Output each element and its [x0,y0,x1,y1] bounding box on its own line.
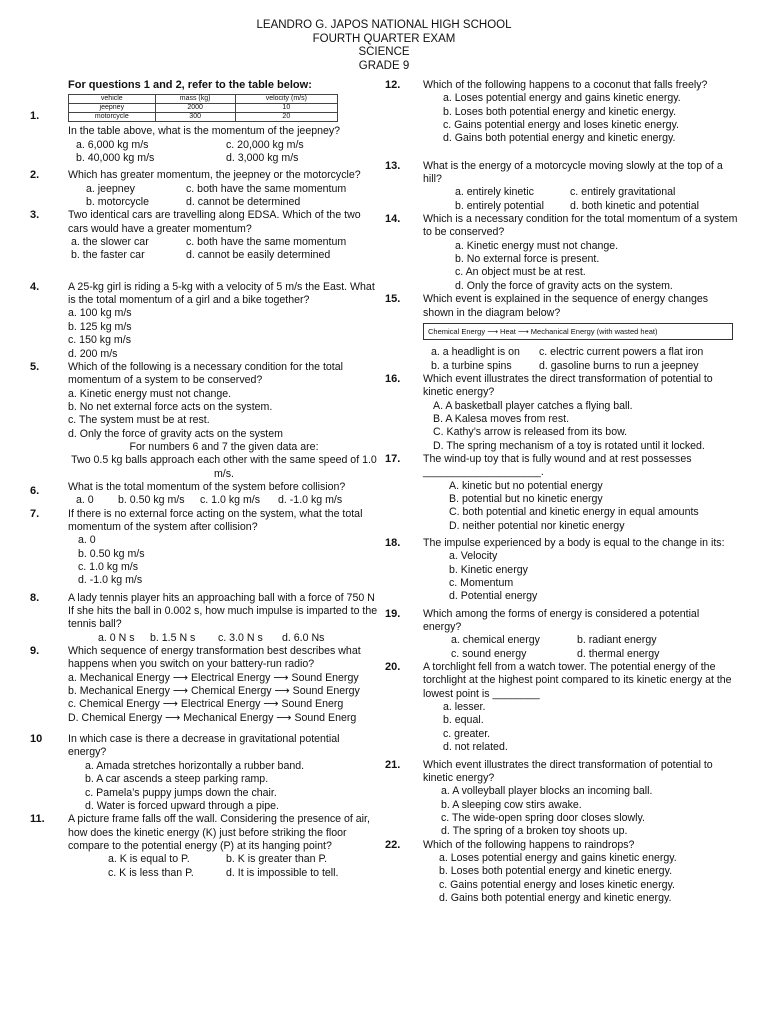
option-b: b. 0.50 kg m/s [78,547,145,560]
option-b: b. entirely potential [455,199,544,212]
question-11 [30,813,380,880]
option-d: d. -1.0 kg m/s [278,494,343,507]
question-stem: Which is a necessary condition for the total momentum of a system to be conserved? [423,213,738,239]
option-a: a. Amada stretches horizontally a rubber band. [85,759,305,772]
option-d: d. 6.0 Ns [282,631,325,644]
option-b: b. No external force is present. [455,253,600,266]
option-b: b. the faster car [71,249,145,262]
option-b: b. a turbine spins [431,359,512,372]
school-name: LEANDRO G. JAPOS NATIONAL HIGH SCHOOL [256,19,512,31]
option-c: c. 3.0 N s [218,631,263,644]
option-b: b. motorcycle [86,196,149,209]
question-number: 10 [30,733,43,746]
option-a: a. 0 [76,494,94,507]
option-d: d. -1.0 kg m/s [78,574,143,587]
option-d: d. Only the force of gravity acts on the system. [455,279,673,292]
option-a: a. 0 N s [98,631,135,644]
option-a: a. a headlight is on [431,346,520,359]
exam-header [0,19,768,73]
question-stem: Which of the following happens to a coconut that falls freely? [423,79,708,91]
given-text: Two 0.5 kg balls approach each other with the same speed of 1.0 m/s. [71,454,377,480]
option-c: c. Gains potential energy and loses kinetic energy. [439,878,675,891]
question-stem: If there is no external force acting on the system, what the total momentum of the system after collision? [68,507,363,533]
option-d: d. cannot be determined [186,196,301,209]
table-intro: For questions 1 and 2, refer to the table below: [68,79,312,91]
question-number: 12. [385,79,401,91]
question-5 [30,361,380,441]
table-row [69,113,338,122]
option-a: a. A volleyball player blocks an incoming ball. [441,785,653,798]
option-d: d. Water is forced upward through a pipe. [85,799,279,812]
option-d: d. thermal energy [577,647,660,660]
option-a: a. lesser. [443,701,486,714]
option-d: D. neither potential nor kinetic energy [449,519,625,532]
option-a: a. Velocity [449,550,498,563]
option-d: d. gasoline burns to run a jeepney [539,359,699,372]
option-c: c. 1.0 kg m/s [200,494,261,507]
option-b: b. Kinetic energy [449,563,528,576]
question-number: 13. [385,159,401,172]
question-number: 7. [30,507,40,520]
energy-diagram: Chemical Energy ⟶ Heat ⟶ Mechanical Energy (with wasted heat) [423,323,733,340]
option-d: d. both kinetic and potential [570,199,699,212]
question-stem: A torchlight fell from a watch tower. The potential energy of the torchlight at the highest point compared to its kinetic energy at the lowest point is ________ [423,661,732,700]
question-16 [385,373,740,453]
table-cell: 10 [235,104,337,113]
option-b: b. 0.50 kg m/s [118,494,185,507]
option-b: B. potential but no kinetic energy [449,492,603,505]
option-b: b. Mechanical Energy ⟶ Chemical Energy ⟶ Sound Energy [68,685,360,698]
question-number: 4. [30,280,40,293]
option-c: c. An object must be at rest. [455,266,586,279]
question-1 [30,94,380,165]
table-cell: motorcycle [69,113,156,122]
table-header: mass (kg) [155,95,235,104]
question-number: 2. [30,169,40,182]
option-b: b. 1.5 N s [150,631,196,644]
vehicle-table [68,94,338,122]
question-10 [30,733,380,813]
option-d: D. The spring mechanism of a toy is rotated until it locked. [433,439,705,452]
option-a: a. 0 [78,534,96,547]
question-20 [385,661,740,754]
option-a: a. Mechanical Energy ⟶ Electrical Energy ⟶ Sound Energy [68,671,359,684]
question-number: 17. [385,452,401,465]
table-header-row [69,95,338,104]
question-number: 1. [30,110,40,123]
question-number: 9. [30,645,40,658]
question-stem: Which event illustrates the direct transformation of potential to kinetic energy? [423,758,713,784]
question-18 [385,537,740,604]
option-c: c. electric current powers a flat iron [539,346,704,359]
option-d: d. 3,000 kg m/s [226,152,299,165]
option-d: D. Chemical Energy ⟶ Mechanical Energy ⟶ Sound Energ [68,711,357,724]
question-21 [385,759,740,839]
question-stem: Which of the following is a necessary condition for the total momentum of a system to be conserved? [68,360,343,387]
table-cell: 20 [235,113,337,122]
question-6 [30,481,380,508]
question-8 [30,592,380,645]
option-a: a. entirely kinetic [455,186,534,199]
option-d: d. It is impossible to tell. [226,866,339,879]
option-a: a. Loses potential energy and gains kinetic energy. [443,92,681,105]
option-a: a. the slower car [71,236,149,249]
table-header: velocity (m/s) [235,95,337,104]
question-2 [30,169,380,209]
option-a: a. jeepney [86,182,135,195]
option-d: d. 200 m/s [68,347,118,360]
question-19 [385,608,740,661]
table-cell: 300 [155,113,235,122]
question-17 [385,453,740,533]
option-a: a. 6,000 kg m/s [76,138,149,151]
question-stem: The impulse experienced by a body is equal to the change in its: [423,537,725,549]
option-c: c. greater. [443,727,491,740]
table-cell: jeepney [69,104,156,113]
table-row [69,104,338,113]
question-number: 5. [30,360,40,373]
right-column [385,79,740,905]
option-b: b. A sleeping cow stirs awake. [441,798,582,811]
option-b: b. radiant energy [577,634,657,647]
question-stem: A lady tennis player hits an approaching ball with a force of 750 N If she hits the ball in 0.002 s, how much impulse is imparted to the tennis ball? [68,591,378,631]
question-number: 8. [30,591,40,604]
given-data [30,441,380,481]
question-stem: Which event is explained in the sequence of energy changes shown in the diagram below? [423,293,709,319]
question-stem: In the table above, what is the momentum of the jeepney? [68,125,341,138]
question-stem: Which among the forms of energy is considered a potential energy? [423,607,700,634]
option-c: c. 20,000 kg m/s [226,138,304,151]
grade: GRADE 9 [358,59,410,72]
question-number: 16. [385,372,401,385]
question-stem: Which has greater momentum, the jeepney or the motorcycle? [68,169,361,182]
option-c: c. sound energy [451,647,527,660]
option-c: c. Pamela’s puppy jumps down the chair. [85,786,277,799]
question-3 [30,209,380,262]
option-a: a. chemical energy [451,634,540,647]
left-column [30,79,380,880]
question-number: 15. [385,293,401,306]
option-c: c. Chemical Energy ⟶ Electrical Energy ⟶ Sound Energ [68,698,344,711]
option-c: c. The wide-open spring door closes slowly. [441,811,645,824]
option-b: b. K is greater than P. [226,853,328,866]
option-d: d. Gains both potential energy and kinetic energy. [443,132,676,145]
question-number: 21. [385,758,401,771]
option-b: b. 125 kg m/s [68,320,132,333]
question-number: 6. [30,484,40,497]
table-header: vehicle [69,95,156,104]
option-b: b. 40,000 kg m/s [76,152,155,165]
table-cell: 2000 [155,104,235,113]
question-stem: Which of the following happens to raindrops? [423,838,635,851]
option-a: a. 100 kg m/s [68,307,132,320]
option-b: B. A Kalesa moves from rest. [433,412,570,425]
option-d: d. The spring of a broken toy shoots up. [441,825,628,838]
question-number: 22. [385,838,401,851]
option-c: c. Momentum [449,577,514,590]
question-15 [385,293,740,373]
question-9 [30,645,380,725]
option-c: c. both have the same momentum [186,182,347,195]
option-a: a. Loses potential energy and gains kinetic energy. [439,851,677,864]
option-d: d. Potential energy [449,590,538,603]
option-c: c. Gains potential energy and loses kinetic energy. [443,119,679,132]
option-c: c. K is less than P. [108,866,194,879]
question-number: 3. [30,209,40,222]
option-d: d. Only the force of gravity acts on the system [68,427,283,440]
option-d: d. not related. [443,741,508,754]
question-number: 20. [385,661,401,674]
question-number: 19. [385,607,401,620]
question-stem: What is the energy of a motorcycle moving slowly at the top of a hill? [423,159,723,186]
question-stem: Which event illustrates the direct transformation of potential to kinetic energy? [423,372,713,399]
question-number: 14. [385,213,401,226]
option-c: c. both have the same momentum [186,236,347,249]
question-14 [385,213,740,293]
question-22 [385,839,740,906]
question-12 [385,79,740,146]
question-13 [385,160,740,213]
option-c: C. both potential and kinetic energy in equal amounts [449,506,699,519]
question-stem: The wind-up toy that is fully wound and at rest possesses ____________________. [423,452,692,479]
option-b: b. equal. [443,714,484,727]
option-a: A. kinetic but no potential energy [449,479,603,492]
option-c: c. entirely gravitational [570,186,676,199]
question-stem: A 25-kg girl is riding a 5-kg with a velocity of 5 m/s the East. What is the total momentum of a girl and a bike together? [68,280,375,307]
subject: SCIENCE [358,46,410,58]
option-d: d. cannot be easily determined [186,249,331,262]
question-7 [30,508,380,588]
option-c: C. Kathy’s arrow is released from its bow. [433,426,628,439]
question-4 [30,281,380,361]
given-title: For numbers 6 and 7 the given data are: [129,440,319,453]
option-b: b. Loses both potential energy and kinetic energy. [443,105,677,118]
option-c: c. The system must be at rest. [68,414,210,427]
option-a: a. Kinetic energy must not change. [68,387,232,400]
option-a: A. A basketball player catches a flying ball. [433,399,633,412]
question-number: 11. [30,813,45,826]
question-stem: What is the total momentum of the system before collision? [68,480,346,493]
exam-title: FOURTH QUARTER EXAM [312,32,456,45]
option-a: a. K is equal to P. [108,853,190,866]
option-b: b. No net external force acts on the system. [68,400,273,413]
option-c: c. 150 kg m/s [68,334,131,347]
question-stem: Two identical cars are travelling along EDSA. Which of the two cars would have a greater momentum? [68,209,361,235]
question-stem: In which case is there a decrease in gravitational potential energy? [68,733,340,759]
option-d: d. Gains both potential energy and kinetic energy. [439,891,672,904]
option-a: a. Kinetic energy must not change. [455,239,619,252]
question-number: 18. [385,537,401,549]
option-c: c. 1.0 kg m/s [78,561,139,573]
question-stem: A picture frame falls off the wall. Considering the presence of air, how does the kinetic energy (K) just before striking the floor compare to the potential energy (P) at its hanging point? [68,813,370,852]
option-b: b. A car ascends a steep parking ramp. [85,773,269,786]
question-stem: Which sequence of energy transformation best describes what happens when you switch on your battery-run radio? [68,645,361,671]
option-b: b. Loses both potential energy and kinetic energy. [439,865,673,878]
